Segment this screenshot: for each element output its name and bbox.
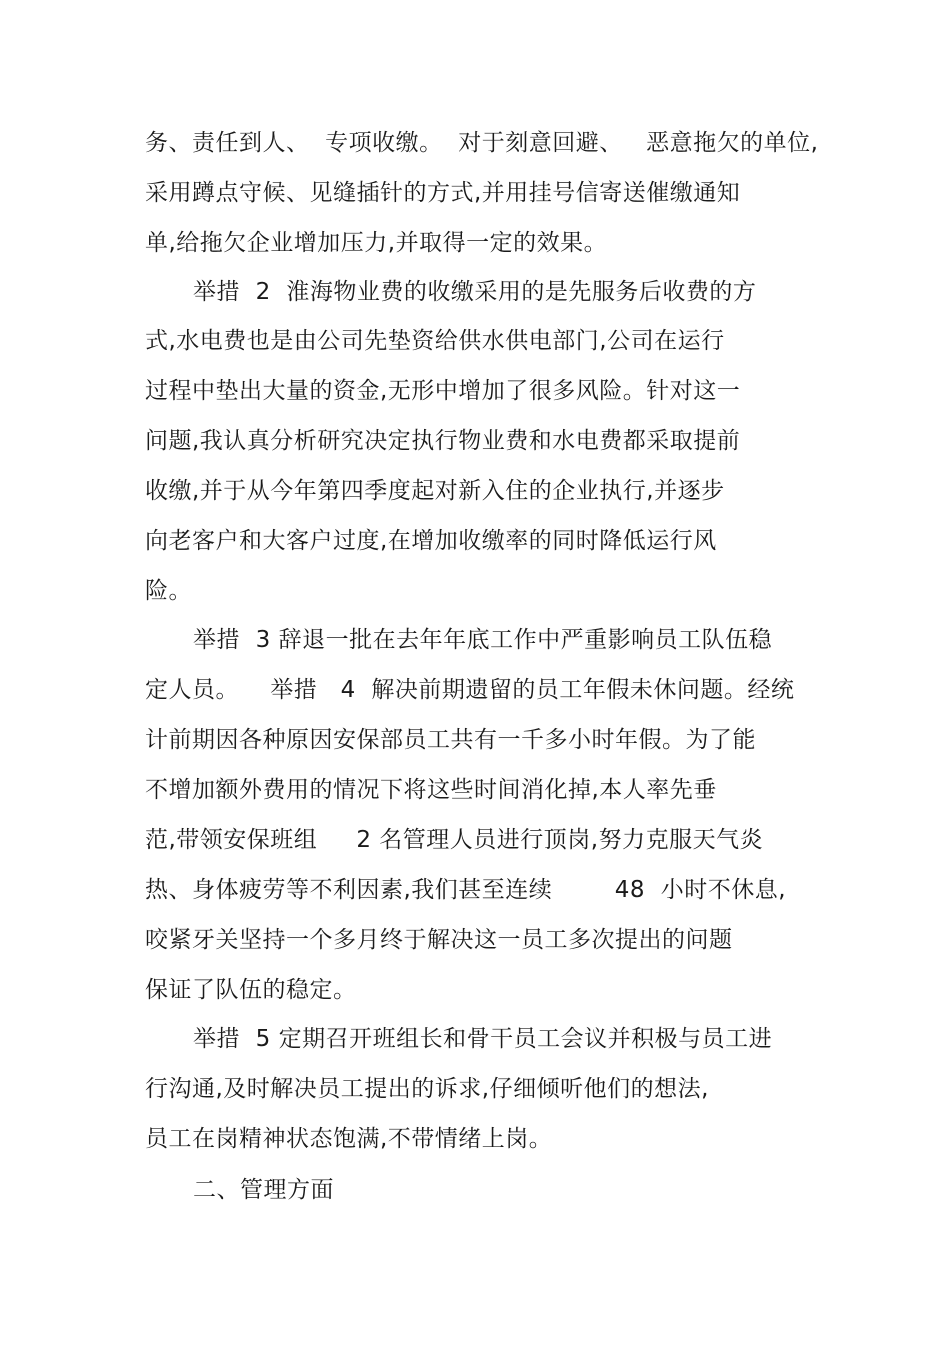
text-line: 过程中垫出大量的资金,无形中增加了很多风险。针对这一 <box>145 378 741 404</box>
text-line: 单,给拖欠企业增加压力,并取得一定的效果。 <box>145 230 608 256</box>
section-heading: 二、管理方面 <box>193 1177 334 1203</box>
text-line: 热、身体疲劳等不利因素,我们甚至连续 48 小时不休息, <box>145 877 786 903</box>
paragraph-first-line: 举措 3 辞退一批在去年年底工作中严重影响员工队伍稳 <box>193 627 773 653</box>
text-line: 式,水电费也是由公司先垫资给供水供电部门,公司在运行 <box>145 328 725 354</box>
text-line: 问题,我认真分析研究决定执行物业费和水电费都采取提前 <box>145 428 741 454</box>
text-line: 员工在岗精神状态饱满,不带情绪上岗。 <box>145 1126 553 1152</box>
paragraph-first-line: 举措 5 定期召开班组长和骨干员工会议并积极与员工进 <box>193 1026 773 1052</box>
text-line: 保证了队伍的稳定。 <box>145 977 357 1003</box>
text-line: 采用蹲点守候、见缝插针的方式,并用挂号信寄送催缴通知 <box>145 180 741 206</box>
text-line: 定人员。 举措 4 解决前期遗留的员工年假未休问题。经统 <box>145 677 795 703</box>
text-line: 咬紧牙关坚持一个多月终于解决这一员工多次提出的问题 <box>145 927 733 953</box>
text-line: 向老客户和大客户过度,在增加收缴率的同时降低运行风 <box>145 528 717 554</box>
text-line: 收缴,并于从今年第四季度起对新入住的企业执行,并逐步 <box>145 478 725 504</box>
text-line: 务、责任到人、 专项收缴。 对于刻意回避、 恶意拖欠的单位, <box>145 130 819 156</box>
paragraph-first-line: 举措 2 淮海物业费的收缴采用的是先服务后收费的方 <box>193 279 757 305</box>
text-line: 险。 <box>145 578 192 604</box>
text-line: 范,带领安保班组 2 名管理人员进行顶岗,努力克服天气炎 <box>145 827 764 853</box>
text-line: 行沟通,及时解决员工提出的诉求,仔细倾听他们的想法, <box>145 1076 709 1102</box>
text-line: 计前期因各种原因安保部员工共有一千多小时年假。为了能 <box>145 727 756 753</box>
text-line: 不增加额外费用的情况下将这些时间消化掉,本人率先垂 <box>145 777 717 803</box>
